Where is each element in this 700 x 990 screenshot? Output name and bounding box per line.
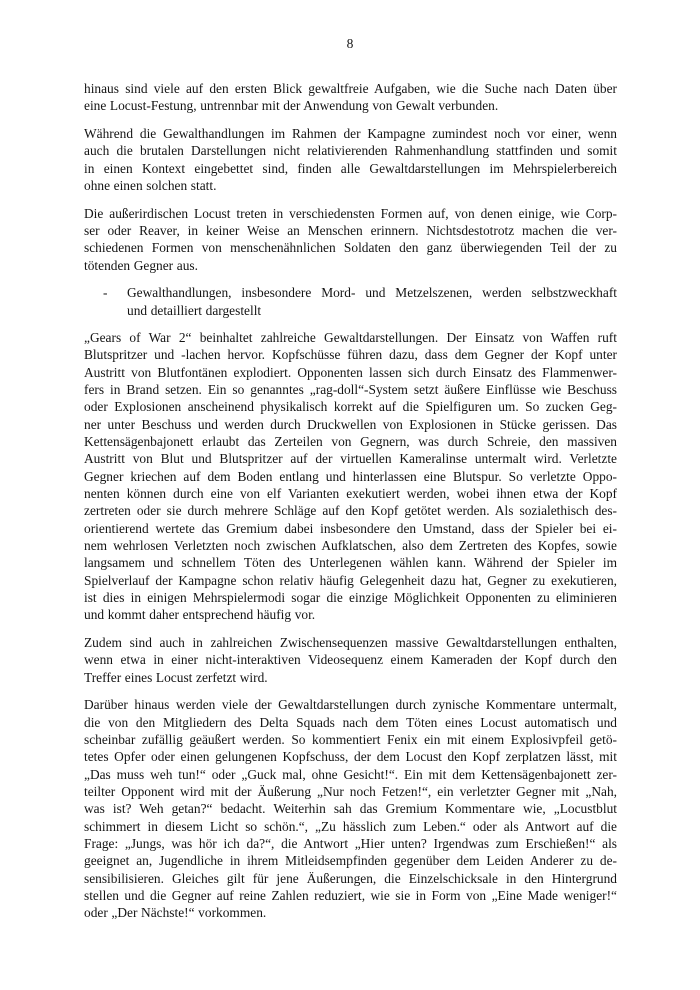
text-line: Während die Gewalthandlungen im Rahmen der Kampagne zumindest noch vor einer, wenn (84, 125, 617, 141)
text-line: Kettensägenbajonett erlaubt das Zerteilen von Gegnern, was durch Schreie, den massiven (84, 434, 617, 450)
text-line: Austritt von Blutfontänen explodiert. Opponenten lassen sich durch Einsatz des Flammenwer- (84, 364, 617, 380)
text-line: sensibilisieren. Gleiches gilt für jene Äußerungen, die Einzelschicksale in den Hintergrund (84, 870, 617, 886)
text-line: stellen und die Gegner auf reine Zahlen reduziert, wie sie in Form von „Eine Made weniger!“ (84, 887, 617, 903)
text-line: scheinbar zufällig geäußert werden. So kommentiert Fenix ein mit einem Explosivpfeil getö- (84, 731, 617, 747)
text-line: was ist? Weh getan?“ bedacht. Weiterhin sah das Gremium Kommentare wie, „Locustblut (84, 801, 617, 817)
text-line: oder „Der Nächste!“ vorkommen. (84, 905, 267, 921)
text-line: ohne einen solchen statt. (84, 177, 217, 193)
text-line: „Das muss weh tun!“ oder „Guck mal, ohne Gesicht!“. Ein mit dem Kettensägenbajonett zer- (84, 766, 617, 782)
bullet-dash: - (103, 285, 108, 301)
text-line: Blutspritzer und -lachen hervor. Kopfschüsse führen dazu, dass dem Gegner der Kopf unter (84, 347, 617, 363)
text-line: fers in Brand setzen. Ein so genanntes „rag-doll“-System setzt äußere Einflüsse wie Beschuss (84, 382, 617, 398)
text-line: und detailliert dargestellt (127, 302, 262, 318)
paragraph (84, 634, 617, 686)
text-line: tötenden Gegner aus. (84, 257, 198, 273)
text-line: ist dies in einigen Mehrspielermodi sogar die einzige Möglichkeit Opponenten zu eliminieren (84, 590, 617, 606)
text-line: teilter Opponent wird mit der Äußerung „Nur noch Fetzen!“, ein verletzter Gegner mit „Nah, (84, 783, 617, 799)
text-line: oder Explosionen anscheinend physikalisch korrekt auf die Spielfiguren um. So zucken Geg- (84, 399, 617, 415)
text-line: die von den Mitgliedern des Delta Squads nach dem Töten eines Locust automatisch und (84, 714, 617, 730)
page-number: 8 (346, 36, 354, 51)
text-line: auch die brutalen Darstellungen nicht relativierenden Rahmenhandlung stattfinden und somit (84, 143, 617, 159)
text-line: langsamem und schnellem Töten des Unterlegenen wählen kann. Während der Spieler im (84, 555, 617, 571)
text-line: wenn etwa in einer nicht-interaktiven Videosequenz einem Kameraden der Kopf durch den (84, 652, 617, 668)
text-line: Zudem sind auch in zahlreichen Zwischensequenzen massive Gewaltdarstellungen enthalten, (84, 635, 617, 650)
text-line: hinaus sind viele auf den ersten Blick gewaltfreie Aufgaben, wie die Suche nach Daten über (84, 81, 617, 96)
text-line: Gegner kriechen auf dem Boden entlang und hinterlassen eine Blutspur. So verletzte Oppo- (84, 468, 617, 484)
text-line: schimmert in diesem Licht so schön.“, „Zu hässlich zum Leben.“ oder als Antwort auf die (84, 818, 617, 834)
text-line: Spielverlauf der Kampagne schon relativ häufig Gelegenheit dazu hat, Gegner zu exekutieren, (84, 572, 617, 588)
text-line: Austritt von Blut und Blutspritzer auf der virtuellen Kameralinse untermalt wird. Verletzte (84, 451, 617, 467)
text-line: nenten können durch eine von elf Varianten exekutiert werden, wobei ihnen etwa der Kopf (84, 486, 617, 502)
text-line: „Gears of War 2“ beinhaltet zahlreiche Gewaltdarstellungen. Der Einsatz von Waffen ruft (84, 330, 617, 346)
paragraph (84, 80, 617, 115)
paragraph (84, 329, 617, 624)
text-line: Darüber hinaus werden viele der Gewaltdarstellungen durch zynische Kommentare untermalt, (84, 697, 617, 713)
text-line: schiedenen Formen von menschenähnlichen Soldaten den ganz überwiegenden Teil der zu (84, 240, 617, 256)
text-line: in einen Kontext eingebettet sind, finden alle Gewaltdarstellungen im Mehrspielerbereich (84, 160, 617, 176)
paragraph (84, 205, 617, 274)
text-line: Treffer eines Locust zerfetzt wird. (84, 669, 268, 685)
text-line: nem wehrlosen Verletzten noch zwischen Aufklatschen, also dem Zertreten des Kopfes, sowie (84, 538, 617, 554)
text-line: tetes Opfer oder einen gelungenen Kopfschuss, der dem Locust den Kopf zerplatzen lässt, mit (84, 749, 617, 765)
text-line: Gewalthandlungen, insbesondere Mord- und Metzelszenen, werden selbstzweckhaft (127, 285, 617, 301)
text-line: Die außerirdischen Locust treten in verschiedensten Formen auf, von denen einige, wie Corp- (84, 205, 617, 221)
bullet-list-item (84, 284, 617, 319)
text-line: eine Locust-Festung, untrennbar mit der Anwendung von Gewalt verbunden. (84, 98, 499, 114)
text-line: zertreten oder sie durch mehrere Schläge auf den Kopf getötet werden. Als sozialethisch des- (84, 503, 617, 519)
text-line: orientierend wertete das Gremium dabei insbesondere den Umstand, dass der Spieler bei ei- (84, 520, 617, 536)
text-line: ner unter Beschuss und werden durch Druckwellen von Explosionen in Stücke gerissen. Das (84, 416, 617, 432)
text-line: Frage: „Jungs, was hör ich da?“, die Antwort „Hier unten? Irgendwas zum Erschießen!“ als (84, 835, 617, 851)
paragraph (84, 696, 617, 921)
paragraph (84, 125, 617, 194)
text-line: ser oder Reaver, in keiner Weise an Menschen erinnern. Nichtsdestotrotz machen die ver- (84, 222, 617, 238)
page-body-text (84, 80, 617, 922)
text-line: geeignet an, Jugendliche in ihrem Mitleidsempfinden gegenüber dem Leiden Anderer zu de- (84, 853, 617, 869)
text-line: und kommt daher entsprechend häufig vor. (84, 607, 316, 623)
